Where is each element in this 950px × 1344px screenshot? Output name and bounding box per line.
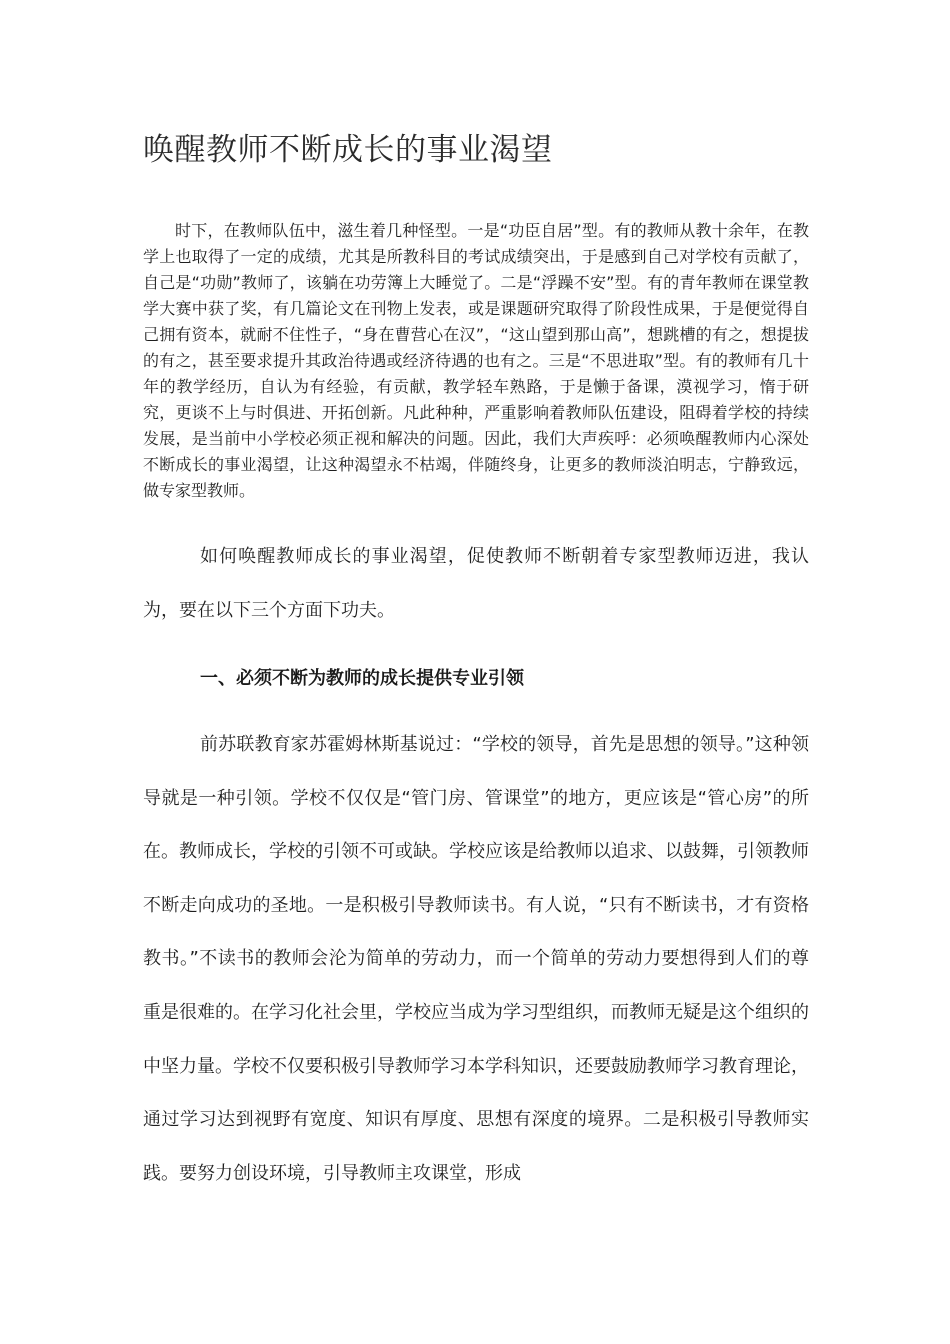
section-paragraph: 前苏联教育家苏霍姆林斯基说过：“学校的领导，首先是思想的领导。”这种领导就是一种引领。学校不仅仅是“管门房、管课堂”的地方，更应该是“管心房”的所在。教师成长，学校的引领不可或缺。学校应该是给教师以追求、以鼓舞，引领教师不断走向成功的圣地。一是积极引导教师读书。有人说，“只有不断读书，才有资格教书。”不读书的教师会沦为简单的劳动力，而一个简单的劳动力要想得到人们的尊重是很难的。在学习化社会里，学校应当成为学习型组织，而教师无疑是这个组织的中坚力量。学校不仅要积极引导教师学习本学科知识，还要鼓励教师学习教育理论，通过学习达到视野有宽度、知识有厚度、思想有深度的境界。二是积极引导教师实践。要努力创设环境，引导教师主攻课堂，形成: [143, 734, 809, 1184]
lead-paragraph: 如何唤醒教师成长的事业渴望，促使教师不断朝着专家型教师迈进，我认为，要在以下三个方面下功夫。: [143, 546, 809, 621]
intro-paragraph: 时下，在教师队伍中，滋生着几种怪型。一是“功臣自居”型。有的教师从教十余年，在教学上也取得了一定的成绩，尤其是所教科目的考试成绩突出，于是感到自己对学校有贡献了，自己是“功勋”教师了，该躺在功劳簿上大睡觉了。二是“浮躁不安”型。有的青年教师在课堂教学大赛中获了奖，有几篇论文在刊物上发表，或是课题研究取得了阶段性成果，于是便觉得自己拥有资本，就耐不住性子，“身在曹营心在汉”，“这山望到那山高”，想跳槽的有之，想提拔的有之，甚至要求提升其政治待遇或经济待遇的也有之。三是“不思进取”型。有的教师有几十年的教学经历，自认为有经验，有贡献，教学轻车熟路，于是懒于备课，漠视学习，惰于研究，更谈不上与时俱进、开拓创新。凡此种种，严重影响着教师队伍建设，阻碍着学校的持续发展，是当前中小学校必须正视和解决的问题。因此，我们大声疾呼：必须唤醒教师内心深处不断成长的事业渴望，让这种渴望永不枯竭，伴随终身，让更多的教师淡泊明志，宁静致远，做专家型教师。: [143, 221, 809, 500]
document-title: 唤醒教师不断成长的事业渴望: [143, 132, 553, 168]
section-heading: 一、必须不断为教师的成长提供专业引领: [200, 668, 524, 689]
